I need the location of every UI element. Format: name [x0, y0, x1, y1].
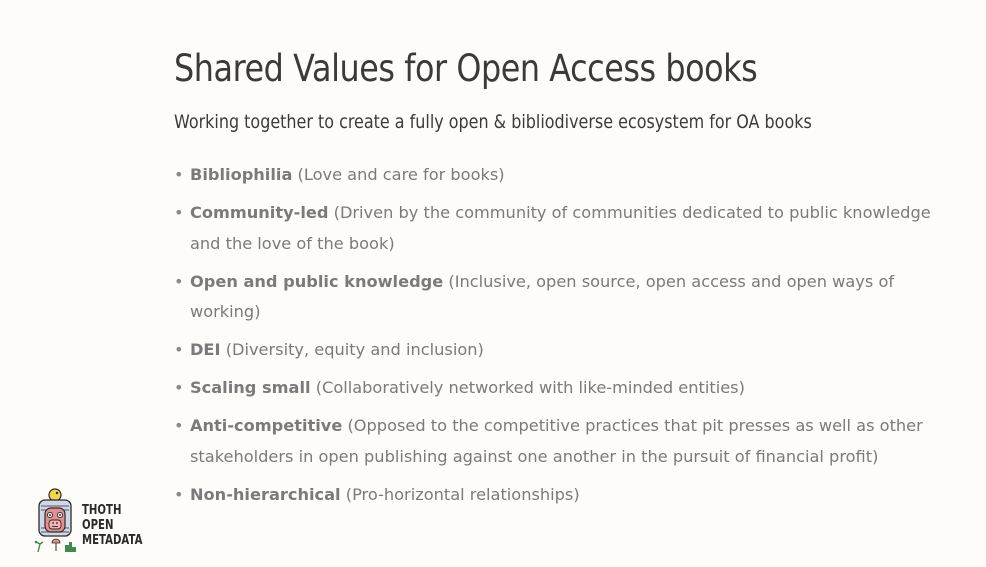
list-item	[174, 335, 964, 366]
value-description: (Collaboratively networked with like-minded entities)	[315, 378, 745, 397]
value-description: (Love and care for books)	[297, 165, 505, 184]
slide-subtitle: Working together to create a fully open & bibliodiverse ecosystem for OA books	[174, 111, 812, 133]
value-description: (Pro-horizontal relationships)	[345, 484, 580, 504]
list-item	[174, 411, 964, 472]
bullet: •	[174, 271, 184, 291]
list-item	[174, 160, 964, 191]
bullet: •	[174, 203, 184, 222]
bullet: •	[174, 416, 184, 435]
value-description: (Opposed to the competitive practices that pit presses as well as other stakeholders in open publishing against one another in the pursuit of financial profit)	[190, 416, 923, 466]
slide-title: Shared Values for Open Access books	[174, 47, 758, 90]
value-term: Bibliophilia	[190, 165, 293, 184]
list-item	[174, 373, 964, 404]
logo-line: OPEN	[82, 518, 114, 533]
bullet: •	[174, 484, 184, 504]
thoth-logo[interactable]	[33, 488, 153, 558]
value-description: (Diversity, equity and inclusion)	[225, 340, 484, 359]
value-term: Anti-competitive	[190, 416, 343, 435]
logo-wordmark	[82, 503, 142, 548]
logo-line: METADATA	[82, 533, 143, 548]
list-item	[174, 480, 964, 511]
value-term: Scaling small	[190, 378, 311, 397]
value-description: (Inclusive, open source, open access and open ways of working)	[190, 271, 895, 321]
value-description: (Driven by the community of communities dedicated to public knowledge and the love of the book)	[190, 203, 931, 253]
value-term: DEI	[190, 340, 221, 359]
bullet: •	[174, 165, 184, 184]
value-term: Non-hierarchical	[190, 484, 341, 504]
thoth-baboon-logo-icon	[33, 488, 79, 556]
values-list	[174, 160, 964, 518]
list-item	[174, 198, 964, 259]
bullet: •	[174, 378, 184, 397]
value-term: Community-led	[190, 203, 329, 222]
list-item	[174, 267, 964, 328]
value-term: Open and public knowledge	[190, 271, 444, 291]
bullet: •	[174, 340, 184, 359]
logo-line: THOTH	[82, 503, 122, 518]
